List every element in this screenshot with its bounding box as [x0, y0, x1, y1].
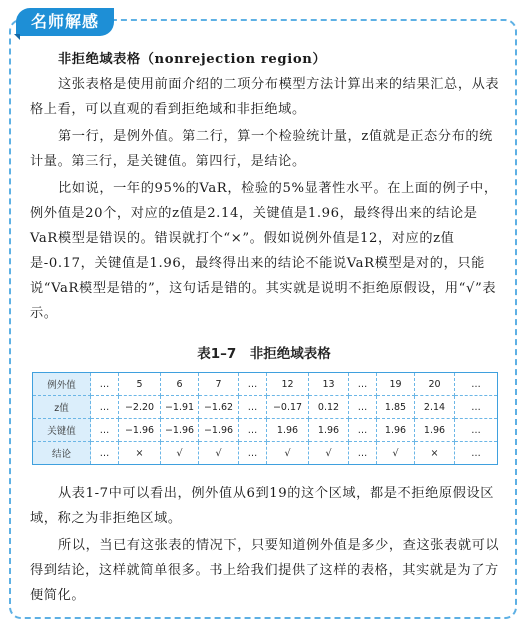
- table-cell: −2.20: [119, 396, 161, 419]
- table-cell: …: [349, 373, 377, 396]
- table-cell: …: [471, 447, 481, 459]
- table-cell: −1.62: [199, 396, 239, 419]
- z-value-row: [33, 396, 497, 419]
- badge-fold-decoration: [14, 34, 20, 40]
- row-header-cell: 例外值: [33, 373, 91, 396]
- section-badge: 名师解感: [16, 8, 114, 36]
- table-cell: …: [239, 419, 267, 442]
- table-cell: …: [349, 442, 377, 464]
- section-heading: 非拒绝域表格（nonrejection region）: [58, 52, 327, 67]
- table-cell: √: [377, 442, 415, 464]
- table-cell: −1.91: [161, 396, 199, 419]
- table-cell: …: [349, 419, 377, 442]
- table-cell: √: [199, 442, 239, 464]
- table-cell: 1.96: [309, 419, 349, 442]
- table-cell: …: [455, 396, 497, 419]
- table-cell: …: [349, 396, 377, 419]
- table-cell: 6: [161, 373, 199, 396]
- table-cell: 1.96: [267, 419, 309, 442]
- paragraph-3: 比如说，一年的95%的VaR，检验的5%显著性水平。在上面的例子中，例外值是20个，对应的z值是2.14，关键值是1.96，最终得出来的结论是VaR模型是错误的。错误就打个“×”。假如说例外值是12，对应的z值是-0.17，关键值是1.96，最终得出来的结论不能说VaR模型是对的，只能说“VaR模型是错的”，这句话是错的。其实就是说明不拒绝原假设，用“√”表示。: [30, 181, 498, 321]
- table-cell: 13: [309, 373, 349, 396]
- table-cell: …: [91, 442, 119, 464]
- table-cell: −1.96: [199, 419, 239, 442]
- table-cell: 19: [377, 373, 415, 396]
- table-cell: 20: [415, 373, 455, 396]
- exceptions-row: [33, 373, 497, 396]
- table-cell: √: [161, 442, 199, 464]
- paragraph-2: 第一行，是例外值。第二行，算一个检验统计量，z值就是正态分布的统计量。第三行，是关键值。第四行，是结论。: [30, 129, 493, 169]
- table-cell: ×: [119, 442, 161, 464]
- table-cell: 5: [119, 373, 161, 396]
- table-cell: …: [91, 396, 119, 419]
- table-cell: −1.96: [119, 419, 161, 442]
- closing-paragraph-2: 所以，当已有这张表的情况下，只要知道例外值是多少，查这张表就可以得到结论，这样就简单很多。书上给我们提供了这样的表格，其实就是为了方便简化。: [30, 538, 500, 603]
- table-cell: 2.14: [415, 396, 455, 419]
- row-header-cell: z值: [33, 396, 91, 419]
- table-cell: 1.96: [377, 419, 415, 442]
- critical-value-row: [33, 419, 497, 442]
- table-cell: 0.12: [309, 396, 349, 419]
- row-header-cell: 关键值: [33, 419, 91, 442]
- nonrejection-table: [32, 372, 498, 465]
- table-cell: …: [91, 419, 119, 442]
- table-cell: √: [267, 442, 309, 464]
- table-cell: …: [91, 373, 119, 396]
- table-cell: …: [455, 373, 497, 396]
- table-cell: 1.85: [377, 396, 415, 419]
- table-cell: …: [239, 373, 267, 396]
- table-cell: −1.96: [161, 419, 199, 442]
- table-caption: 表1–7 非拒绝域表格: [197, 346, 331, 362]
- conclusion-row: [33, 442, 497, 464]
- table-cell: 7: [199, 373, 239, 396]
- table-cell: 1.96: [415, 419, 455, 442]
- table-cell: …: [239, 442, 267, 464]
- paragraph-1: 这张表格是使用前面介绍的二项分布模型方法计算出来的结果汇总，从表格上看，可以直观的看到拒绝域和非拒绝域。: [30, 77, 500, 117]
- table-cell: …: [455, 419, 497, 442]
- table-cell: 12: [267, 373, 309, 396]
- table-cell: √: [309, 442, 349, 464]
- row-header-cell: 结论: [33, 442, 91, 464]
- table-cell: …: [239, 396, 267, 419]
- closing-paragraph-1: 从表1-7中可以看出，例外值从6到19的这个区域，都是不拒绝原假设区域，称之为非拒绝区域。: [30, 486, 495, 526]
- table-cell: −0.17: [267, 396, 309, 419]
- table-cell: ×: [415, 442, 455, 464]
